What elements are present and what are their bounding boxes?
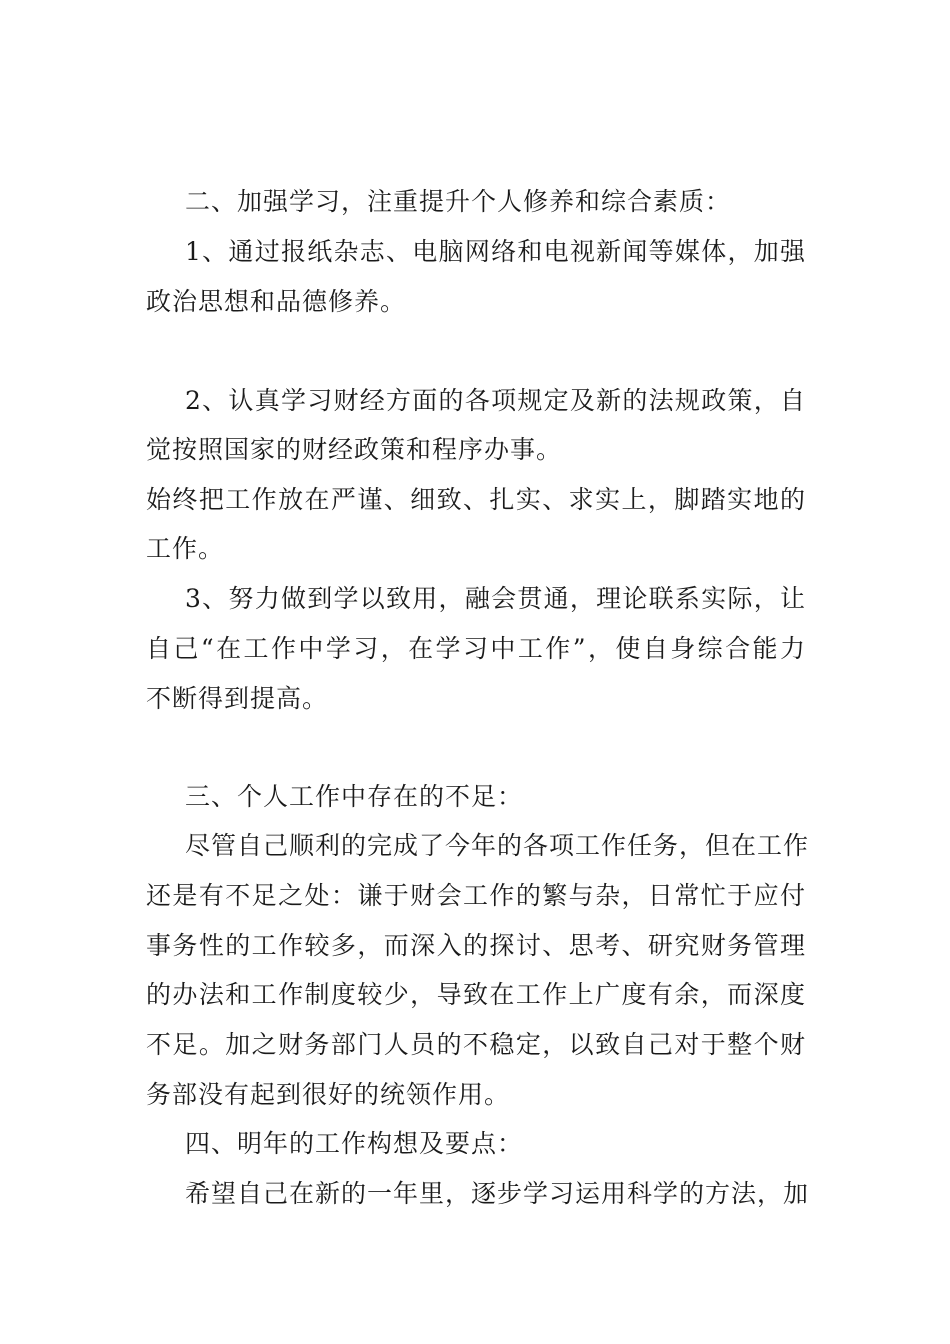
paragraph-line: 不断得到提高。	[146, 684, 329, 713]
paragraph-line: 1、通过报纸杂志、电脑网络和电视新闻等媒体，加强	[185, 237, 806, 266]
paragraph-line: 还是有不足之处：谦于财会工作的繁与杂，日常忙于应付	[146, 881, 806, 910]
section-heading: 四、明年的工作构想及要点：	[185, 1129, 524, 1158]
paragraph-line: 尽管自己顺利的完成了今年的各项工作任务，但在工作	[185, 831, 810, 860]
section-heading: 三、个人工作中存在的不足：	[185, 782, 524, 811]
paragraph-line: 务部没有起到很好的统领作用。	[146, 1080, 511, 1109]
paragraph-line: 2、认真学习财经方面的各项规定及新的法规政策，自	[185, 386, 806, 415]
paragraph-line: 不足。加之财务部门人员的不稳定，以致自己对于整个财	[146, 1030, 806, 1059]
paragraph-line: 3、努力做到学以致用，融会贯通，理论联系实际，让	[185, 584, 806, 613]
paragraph-line: 希望自己在新的一年里，逐步学习运用科学的方法，加	[185, 1179, 810, 1208]
paragraph-line: 的办法和工作制度较少，导致在工作上广度有余，而深度	[146, 980, 806, 1009]
section-heading: 二、加强学习，注重提升个人修养和综合素质：	[185, 187, 732, 216]
paragraph-line: 工作。	[146, 534, 225, 563]
paragraph-line: 始终把工作放在严谨、细致、扎实、求实上，脚踏实地的	[146, 485, 806, 514]
paragraph-line: 觉按照国家的财经政策和程序办事。	[146, 435, 563, 464]
paragraph-line: 事务性的工作较多，而深入的探讨、思考、研究财务管理	[146, 931, 806, 960]
paragraph-line: 政治思想和品德修养。	[146, 287, 407, 316]
paragraph-line: 自己“在工作中学习，在学习中工作”，使自身综合能力	[146, 634, 806, 663]
